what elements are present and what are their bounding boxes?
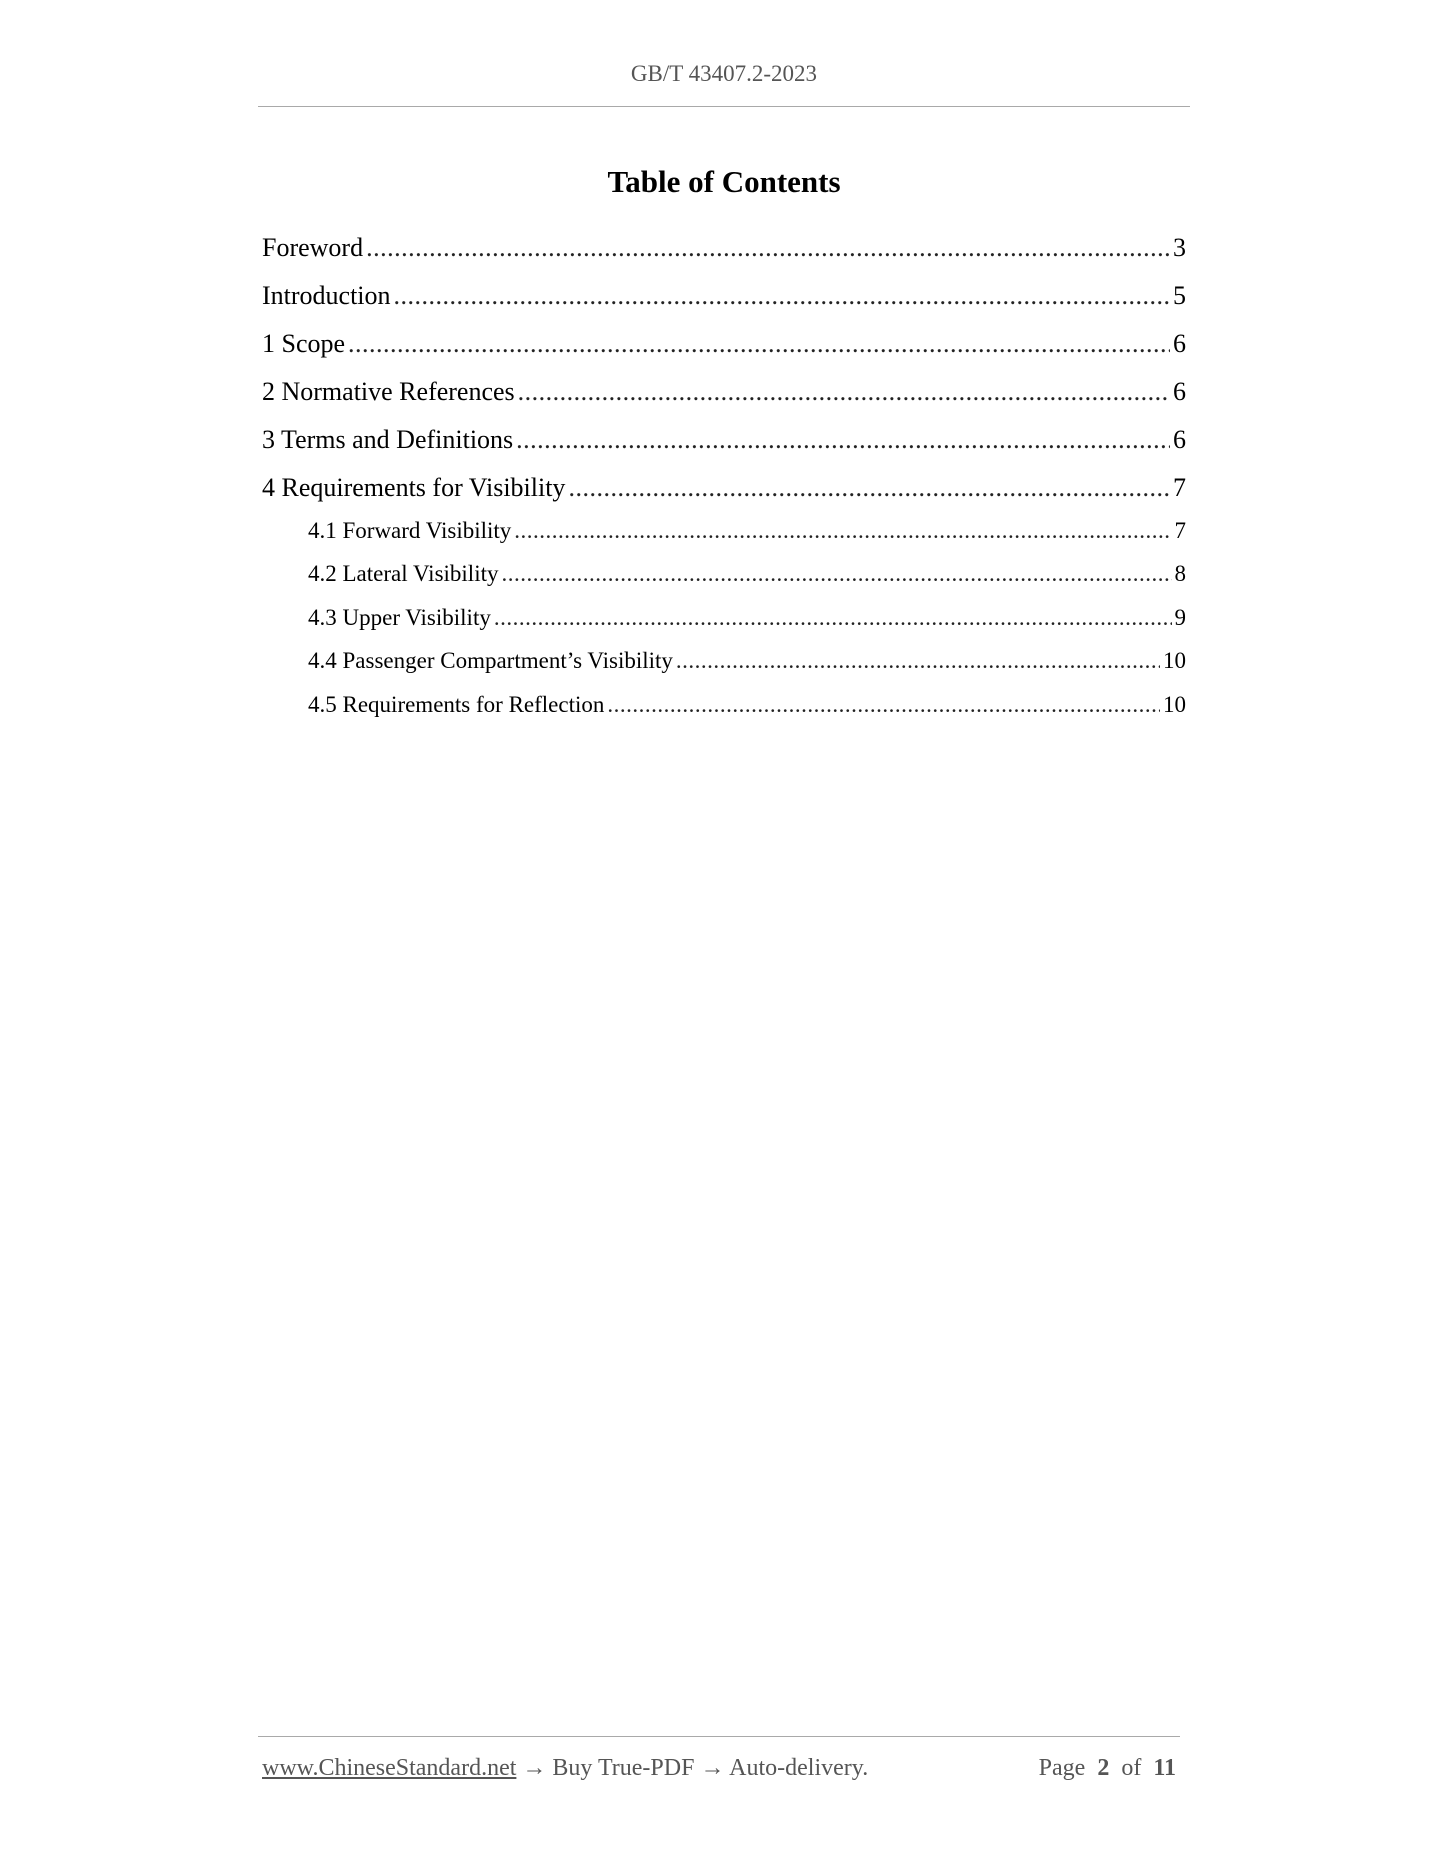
page-word: Page bbox=[1038, 1755, 1086, 1781]
toc-entry-page: 6 bbox=[1173, 377, 1186, 406]
toc-entry-page: 6 bbox=[1173, 329, 1186, 358]
toc-entry-requirements-for-reflection[interactable] bbox=[308, 689, 1186, 721]
dot-leader bbox=[518, 374, 1170, 410]
dot-leader bbox=[348, 326, 1170, 362]
dot-leader bbox=[494, 602, 1172, 634]
toc-entry-foreword[interactable] bbox=[262, 230, 1186, 266]
toc-title: Table of Contents bbox=[607, 164, 841, 199]
dot-leader bbox=[366, 230, 1170, 266]
toc-entry-label: 4 Requirements for Visibility bbox=[262, 473, 566, 502]
total-pages: 11 bbox=[1153, 1755, 1176, 1781]
footer-promo bbox=[262, 1751, 868, 1785]
toc-entry-scope[interactable] bbox=[262, 326, 1186, 362]
toc-entry-page: 7 bbox=[1173, 473, 1186, 502]
toc-entry-upper-visibility[interactable] bbox=[308, 602, 1186, 634]
dot-leader bbox=[516, 422, 1170, 458]
dot-leader bbox=[676, 645, 1160, 677]
toc-entry-page: 8 bbox=[1174, 561, 1186, 586]
arrow-right-icon: → bbox=[700, 1755, 725, 1781]
arrow-right-icon: → bbox=[522, 1755, 547, 1781]
toc-entry-page: 5 bbox=[1173, 281, 1186, 310]
toc-entry-lateral-visibility[interactable] bbox=[308, 558, 1186, 590]
toc-entry-label: 2 Normative References bbox=[262, 377, 515, 406]
current-page: 2 bbox=[1097, 1755, 1110, 1781]
dot-leader bbox=[394, 278, 1170, 314]
toc-entry-requirements-for-visibility[interactable] bbox=[262, 470, 1186, 506]
of-word: of bbox=[1121, 1755, 1142, 1781]
toc-entry-introduction[interactable] bbox=[262, 278, 1186, 314]
toc-entry-label: 1 Scope bbox=[262, 329, 346, 358]
toc-entry-label: Introduction bbox=[262, 281, 391, 310]
toc-entry-normative-references[interactable] bbox=[262, 374, 1186, 410]
delivery-text: Auto-delivery. bbox=[729, 1755, 869, 1781]
toc-entry-label: 4.1 Forward Visibility bbox=[308, 518, 512, 543]
toc-entry-passenger-compartment-visibility[interactable] bbox=[308, 645, 1186, 677]
toc-entry-page: 10 bbox=[1163, 648, 1186, 673]
toc-entry-label: Foreword bbox=[262, 233, 364, 262]
page-header bbox=[258, 56, 1190, 107]
dot-leader bbox=[607, 689, 1160, 721]
page-footer bbox=[258, 1736, 1180, 1781]
dot-leader bbox=[568, 470, 1170, 506]
toc-entry-page: 7 bbox=[1174, 518, 1186, 543]
toc-entry-label: 4.3 Upper Visibility bbox=[308, 605, 491, 630]
site-link[interactable]: www.ChineseStandard.net bbox=[262, 1755, 517, 1781]
toc-entry-label: 4.2 Lateral Visibility bbox=[308, 561, 499, 586]
toc-entry-terms-and-definitions[interactable] bbox=[262, 422, 1186, 458]
toc-entry-forward-visibility[interactable] bbox=[308, 515, 1186, 547]
buy-text: Buy True-PDF bbox=[552, 1755, 695, 1781]
toc-entry-page: 3 bbox=[1173, 233, 1186, 262]
toc-entry-label: 3 Terms and Definitions bbox=[262, 425, 514, 454]
page-number bbox=[1039, 1751, 1176, 1785]
toc-entry-page: 10 bbox=[1163, 692, 1186, 717]
toc-entry-page: 9 bbox=[1174, 605, 1186, 630]
toc-entry-page: 6 bbox=[1173, 425, 1186, 454]
document-id: GB/T 43407.2-2023 bbox=[630, 61, 818, 86]
toc-entry-label: 4.4 Passenger Compartment’s Visibility bbox=[308, 648, 673, 673]
dot-leader bbox=[501, 558, 1171, 590]
toc-entry-label: 4.5 Requirements for Reflection bbox=[308, 692, 605, 717]
dot-leader bbox=[514, 515, 1171, 547]
